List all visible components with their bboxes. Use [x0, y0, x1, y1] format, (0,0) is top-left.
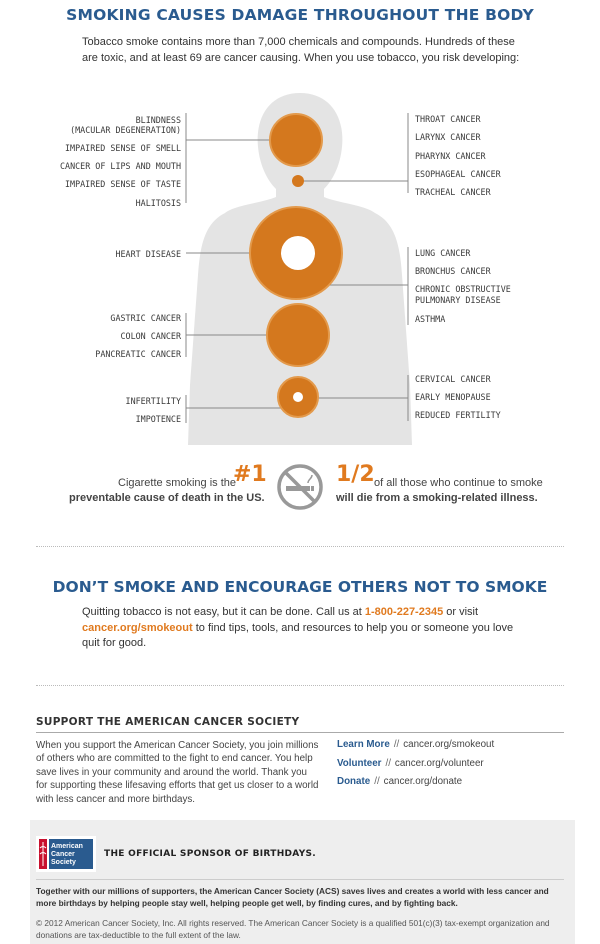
stat-left-bold: preventable cause of death in the US.	[69, 492, 265, 504]
stomach-organ	[267, 304, 329, 366]
smokeout-link[interactable]: cancer.org/smokeout	[82, 621, 193, 634]
link-separator: //	[393, 739, 400, 750]
logo-line-3: Society	[51, 859, 76, 866]
logo-line-2: Cancer	[51, 851, 75, 858]
link-row	[337, 739, 494, 758]
volunteer-url[interactable]: cancer.org/volunteer	[394, 757, 484, 769]
label-lips: CANCER OF LIPS AND MOUTH	[59, 161, 181, 171]
learn-more-url[interactable]: cancer.org/smokeout	[403, 739, 495, 750]
label-tracheal: TRACHEAL CANCER	[415, 187, 491, 197]
label-heart: HEART DISEASE	[115, 249, 181, 259]
label-macular: (MACULAR DEGENERATION)	[70, 125, 181, 135]
cta-text-2: or visit	[443, 606, 479, 618]
support-title: SUPPORT THE AMERICAN CANCER SOCIETY	[36, 716, 300, 728]
cta-text	[82, 605, 522, 652]
label-fertility: REDUCED FERTILITY	[415, 410, 501, 420]
link-row	[337, 758, 494, 777]
divider	[36, 685, 564, 686]
footer-mission: Together with our millions of supporters, the American Cancer Society (ACS) saves lives and creates a world with less cancer and more birthdays by helping people stay well, helping people get well, by finding cures, and by fighting back.	[36, 886, 549, 908]
sponsor-tagline: THE OFFICIAL SPONSOR OF BIRTHDAYS.	[104, 849, 317, 859]
label-copd-1: CHRONIC OBSTRUCTIVE	[415, 284, 511, 294]
label-larynx: LARYNX CANCER	[415, 132, 481, 142]
label-copd-2: PULMONARY DISEASE	[415, 295, 501, 305]
cta-text-1: Quitting tobacco is not easy, but it can be done. Call us at	[82, 606, 365, 618]
volunteer-link[interactable]: Volunteer	[337, 757, 382, 769]
link-separator: //	[385, 757, 391, 769]
body-silhouette	[0, 85, 600, 445]
learn-more-link[interactable]: Learn More	[337, 739, 390, 750]
stat-right-number: 1/2	[336, 462, 375, 487]
stat-left-line1: Cigarette smoking is the	[118, 477, 236, 489]
label-menopause: EARLY MENOPAUSE	[415, 392, 491, 402]
label-esophageal: ESOPHAGEAL CANCER	[415, 169, 501, 179]
support-links	[337, 739, 494, 795]
label-taste: IMPAIRED SENSE OF TASTE	[65, 179, 181, 189]
label-halitosis: HALITOSIS	[135, 198, 181, 208]
label-lung: LUNG CANCER	[415, 248, 471, 258]
label-bronchus: BRONCHUS CANCER	[415, 266, 491, 276]
label-smell: IMPAIRED SENSE OF SMELL	[65, 143, 181, 153]
head-organ	[270, 114, 322, 166]
stat-right-line1: of all those who continue to smoke	[374, 477, 543, 489]
no-smoking-icon	[276, 463, 324, 511]
donate-url[interactable]: cancer.org/donate	[383, 776, 463, 788]
body-diagram	[0, 85, 600, 445]
stat-right-bold: will die from a smoking-related illness.	[336, 492, 538, 504]
link-separator: //	[374, 776, 380, 788]
support-text: When you support the American Cancer Society, you join millions of others who are committed to the fight to end cancer. You help save lives in your community and around the world. Thank you for supporting these lifesaving efforts that get us closer to a world with less cancer and more birthdays.	[36, 740, 319, 805]
label-colon: COLON CANCER	[120, 331, 181, 341]
divider	[36, 546, 564, 547]
label-asthma: ASTHMA	[415, 314, 446, 324]
donate-link[interactable]: Donate	[337, 776, 371, 788]
logo-line-1: American	[51, 843, 83, 850]
support-rule	[36, 732, 564, 733]
label-blindness: BLINDNESS	[135, 115, 181, 125]
label-impotence: IMPOTENCE	[135, 414, 181, 424]
intro-text: Tobacco smoke contains more than 7,000 chemicals and compounds. Hundreds of these are toxic, and at least 69 are cancer causing. When you use tobacco, you risk developing:	[82, 36, 520, 64]
footer-rule	[36, 879, 564, 880]
page-title: SMOKING CAUSES DAMAGE THROUGHOUT THE BODY	[66, 6, 534, 24]
label-cervical: CERVICAL CANCER	[415, 374, 491, 384]
acs-logo[interactable]	[36, 836, 96, 872]
reproductive-center	[293, 392, 303, 402]
label-throat: THROAT CANCER	[415, 114, 481, 124]
label-pharynx: PHARYNX CANCER	[415, 151, 486, 161]
footer-legal: © 2012 American Cancer Society, Inc. All rights reserved. The American Cancer Society is a qualified 501(c)(3) tax-exempt organization and donations are tax-deductible to the full extent of the law.	[36, 918, 550, 940]
throat-organ	[292, 175, 304, 187]
label-infertility: INFERTILITY	[125, 396, 181, 406]
stat-left-number: #1	[233, 462, 267, 487]
link-row	[337, 776, 494, 795]
stat-right-line2	[336, 491, 538, 505]
heart-organ	[281, 236, 315, 270]
label-pancreatic: PANCREATIC CANCER	[95, 349, 181, 359]
cta-title: DON’T SMOKE AND ENCOURAGE OTHERS NOT TO SMOKE	[52, 578, 548, 596]
cta-text-3: to find tips, tools, and resources to help you or someone you love quit for good.	[82, 621, 514, 649]
label-gastric: GASTRIC CANCER	[110, 313, 181, 323]
phone-number[interactable]: 1-800-227-2345	[364, 606, 444, 618]
stat-left-line2	[69, 491, 265, 505]
